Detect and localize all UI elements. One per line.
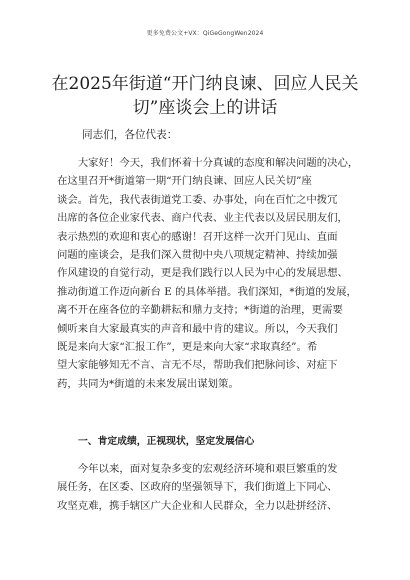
section-heading-1: 一、肯定成绩，正视现状，坚定发展信心: [78, 436, 255, 447]
text-line: 展任务，在区委、区政府的坚强领导下，我们街道上下同心、: [57, 481, 338, 494]
text-line: 离不开在座各位的辛勤耕耘和鼎力支持；*街道的治理，更需要: [57, 304, 343, 317]
text-line: 作风建设的自觉行动，更是我们践行以人民为中心的发展思想、: [57, 267, 348, 280]
salutation: 同志们，各位代表：: [82, 129, 178, 141]
text-line: 攻坚克难，携手辖区广大企业和人民群众，全力以赴拼经济、: [57, 499, 338, 512]
text-line: 今年以来，面对复杂多变的宏观经济环境和艰巨繁重的发: [57, 463, 338, 475]
text-line: 倾听来自大家最真实的声音和最中肯的建议。所以，今天我们: [57, 322, 338, 335]
text-line: 问题的座谈会，是我们深入贯彻中央八项规定精神、持续加强: [57, 249, 338, 262]
document-title: [40, 72, 370, 120]
text-line: 推动街道工作迈向新台 E 的具体举措。我们深知，*街道的发展，: [57, 285, 357, 298]
text-line: 出席的各位企业家代表、商户代表、业主代表以及居民朋友们，: [57, 212, 348, 225]
text-line: 谈会。首先，我代表街道党工委、办事处，向在百忙之中拨冗: [57, 193, 338, 206]
header-note: 更多免费公文+VX：QiGeGongWen2024: [146, 30, 264, 37]
text-line: 药，共同为*街道的未来发展出谋划策。: [57, 377, 239, 390]
paragraph-opening: [57, 154, 357, 393]
title-line-1: 在2025年街道“开门纳良谏、回应人民关: [51, 74, 359, 94]
text-line: 在这里召开*街道第一期“开门纳良谏、回应人民关切”座: [57, 175, 312, 188]
title-line-2: 切”座谈会上的讲话: [132, 98, 278, 118]
text-line: 既是来向大家“汇报工作”，更是来向大家“求取真经”。希: [57, 341, 318, 354]
text-line: 表示热烈的欢迎和衷心的感谢！召开这样一次开门见山、直面: [57, 230, 338, 243]
paragraph-section-1: [57, 460, 357, 515]
text-line: 大家好！今天，我们怀着十分真诚的态度和解决问题的决心，: [57, 157, 359, 169]
text-line: 望大家能够知无不言、言无不尽，帮助我们把脉问诊、对症下: [57, 359, 338, 372]
